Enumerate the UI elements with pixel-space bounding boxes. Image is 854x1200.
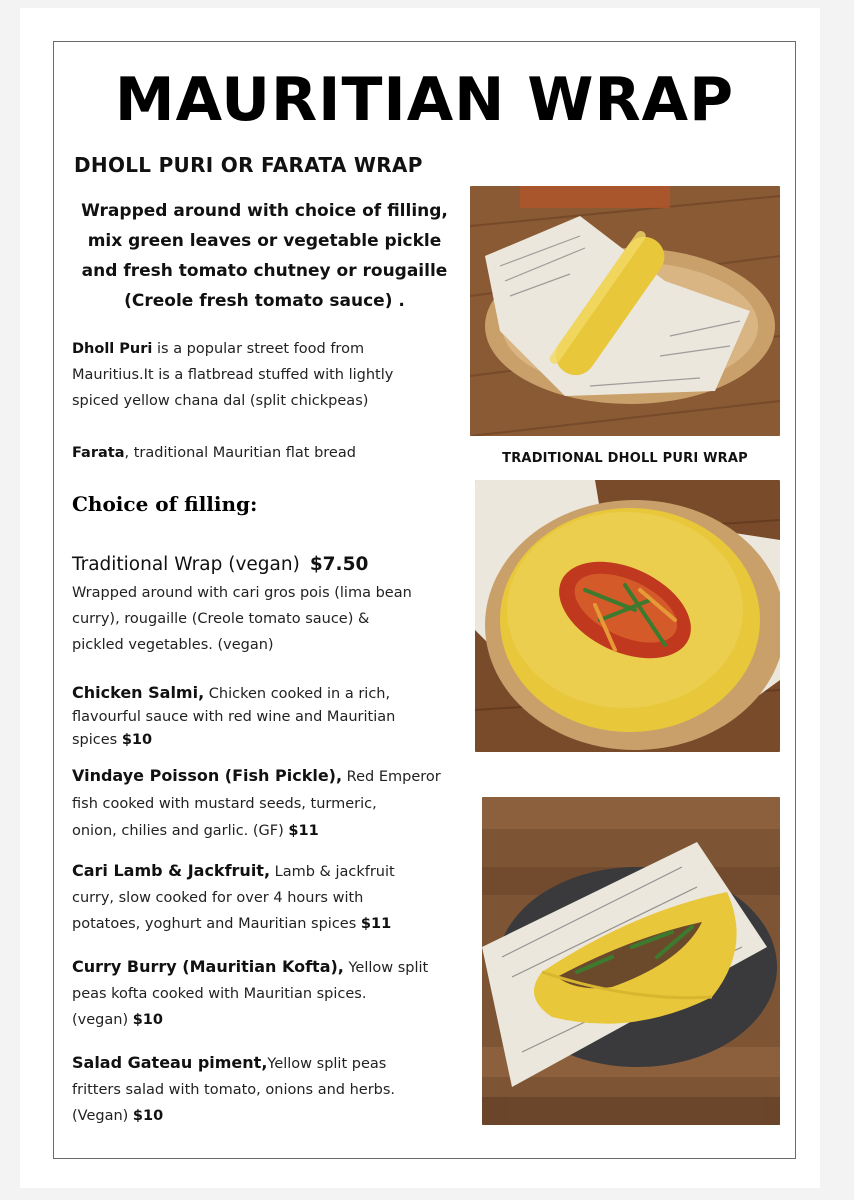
dholl-puri-description <box>72 336 393 414</box>
item-name: Curry Burry (Mauritian Kofta), <box>72 957 344 976</box>
item-description: onion, chilies and garlic. (GF) <box>72 823 289 839</box>
menu-item-cari-lamb-jackfruit <box>72 858 395 937</box>
menu-item-chicken-salmi <box>72 681 395 752</box>
item-description: curry, slow cooked for over 4 hours with <box>72 890 364 906</box>
item-description: (vegan) <box>72 1012 133 1028</box>
intro-line: mix green leaves or vegetable pickle <box>87 231 442 251</box>
item-description: pickled vegetables. (vegan) <box>72 637 274 653</box>
dholl-puri-text: spiced yellow chana dal (split chickpeas) <box>72 393 369 409</box>
farata-name: Farata <box>72 445 125 461</box>
menu-item-traditional-wrap <box>72 550 412 658</box>
menu-item-curry-burry <box>72 954 428 1033</box>
item-name: Traditional Wrap (vegan) <box>72 554 300 575</box>
item-description: peas kofta cooked with Mauritian spices. <box>72 986 367 1002</box>
item-price: $10 <box>132 1108 164 1124</box>
item-price: $11 <box>360 916 392 932</box>
dholl-puri-wrap-photo <box>470 186 780 436</box>
item-description: Yellow split <box>343 960 429 976</box>
item-description: Red Emperor <box>342 769 441 785</box>
menu-item-vindaye-poisson <box>72 762 441 845</box>
farata-text: , traditional Mauritian flat bread <box>124 445 356 461</box>
intro-line: (Creole fresh tomato sauce) . <box>124 291 405 311</box>
intro-line: Wrapped around with choice of filling, <box>81 201 448 221</box>
menu-title: MAURITIAN WRAP <box>114 65 735 135</box>
folded-wrap-photo <box>482 797 780 1125</box>
menu-item-salad-gateau-piment <box>72 1050 395 1129</box>
item-price: $10 <box>121 732 153 748</box>
item-description: potatoes, yoghurt and Mauritian spices <box>72 916 361 932</box>
item-name: Cari Lamb & Jackfruit, <box>72 861 271 880</box>
farata-description <box>72 440 356 466</box>
intro-line: and fresh tomato chutney or rougaille <box>81 261 448 281</box>
item-price: $11 <box>288 823 319 839</box>
item-name: Vindaye Poisson (Fish Pickle), <box>72 766 343 785</box>
item-price: $10 <box>132 1012 163 1028</box>
dholl-puri-text: Mauritius.It is a flatbread stuffed with lightly <box>72 367 394 383</box>
item-description: flavourful sauce with red wine and Mauritian <box>72 709 396 725</box>
choice-of-filling-heading: Choice of filling: <box>72 492 258 516</box>
intro-text <box>72 196 457 316</box>
dholl-puri-name: Dholl Puri <box>72 341 153 357</box>
item-description: Chicken cooked in a rich, <box>204 686 391 702</box>
item-name: Chicken Salmi, <box>72 683 205 702</box>
menu-subtitle: DHOLL PURI OR FARATA WRAP <box>74 153 423 177</box>
item-description: curry), rougaille (Creole tomato sauce) & <box>72 611 370 627</box>
item-description: (Vegan) <box>72 1108 133 1124</box>
item-name: Salad Gateau piment, <box>72 1053 268 1072</box>
item-description: Wrapped around with cari gros pois (lima bean <box>72 585 412 601</box>
open-wrap-photo <box>475 480 780 752</box>
item-description: fish cooked with mustard seeds, turmeric, <box>72 796 377 812</box>
item-description: Yellow split peas <box>267 1056 387 1072</box>
item-description: spices <box>72 732 122 748</box>
dholl-puri-text: is a popular street food from <box>152 341 365 357</box>
item-description: Lamb & jackfruit <box>270 864 395 880</box>
item-price: $7.50 <box>309 554 369 575</box>
item-description: fritters salad with tomato, onions and herbs. <box>72 1082 396 1098</box>
photo-caption: TRADITIONAL DHOLL PURI WRAP <box>502 451 748 466</box>
